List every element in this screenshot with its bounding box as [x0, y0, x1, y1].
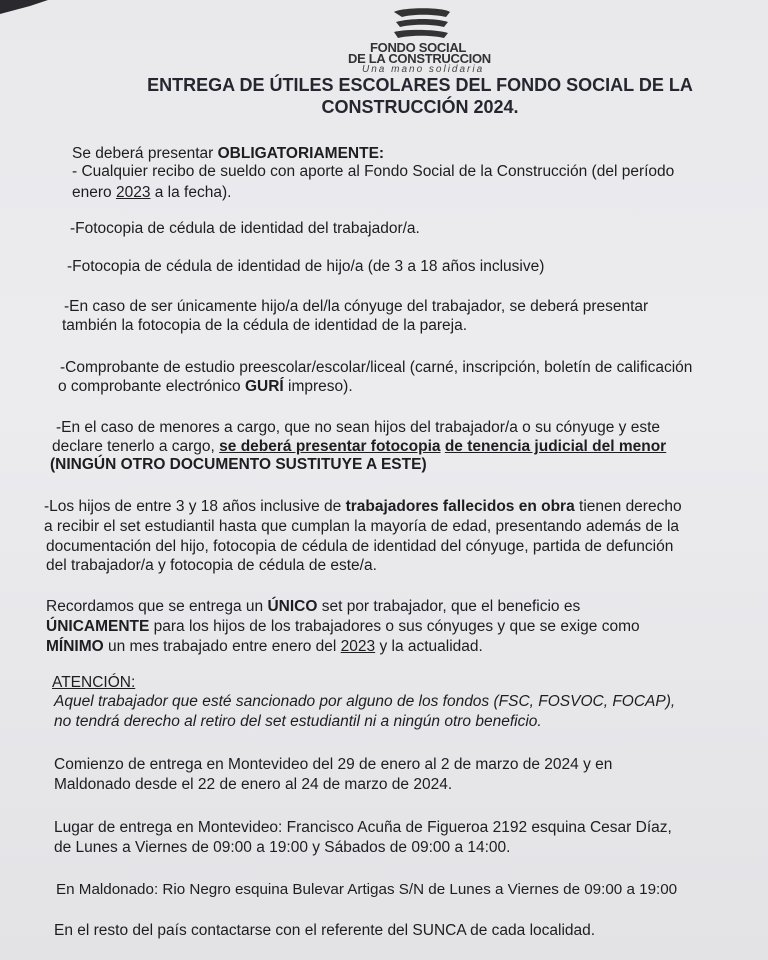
req5-line-2-post: impreso).: [283, 378, 353, 395]
req7-line-1-bold: trabajadores fallecidos en obra: [345, 498, 575, 515]
place-line-2: de Lunes a Viernes de 09:00 a 19:00 y Sábados de 09:00 a 14:00.: [54, 839, 511, 856]
intro-line: [72, 144, 384, 163]
logo-tagline: Una mano solidaria: [362, 64, 485, 75]
req6-line-1: -En el caso de menores a cargo, que no sean hijos del trabajador/a o su cónyuge y este: [56, 419, 661, 436]
req5-line-2-bold: GURÍ: [244, 378, 284, 395]
req5-line-2: [58, 377, 353, 396]
req7-line-1-pre: -Los hijos de entre 3 y 18 años inclusive de: [44, 498, 346, 515]
req7-line-1-post: tienen derecho: [574, 498, 682, 515]
attention-line-2: no tendrá derecho al retiro del set estudiantil ni a ningún otro beneficio.: [54, 713, 542, 730]
remind-line-1-bold: ÚNICO: [267, 598, 318, 615]
intro-bold: OBLIGATORIAMENTE:: [217, 145, 385, 162]
logo-line-1: FONDO SOCIAL: [370, 40, 467, 55]
place-line-1: Lugar de entrega en Montevideo: Francisco Acuña de Figueroa 2192 esquina Cesar Díaz,: [54, 819, 672, 836]
remind-line-3: [46, 637, 483, 656]
remind-line-1-post: set por trabajador, que el beneficio es: [317, 598, 581, 615]
title-line-1: ENTREGA DE ÚTILES ESCOLARES DEL FONDO SOCIAL DE LA: [147, 75, 693, 95]
remind-line-3-bold: MÍNIMO: [46, 638, 104, 655]
req1-line-2-post: a la fecha).: [150, 184, 232, 201]
remind-line-3-mid: un mes trabajado entre enero del: [103, 638, 341, 655]
req6-line-2: [52, 437, 666, 456]
remind-line-1-pre: Recordamos que se entrega un: [46, 598, 268, 615]
req4-line-1: -En caso de ser únicamente hijo/a del/la cónyuge del trabajador, se deberá presentar: [64, 298, 649, 315]
intro-prefix: Se deberá presentar: [72, 145, 218, 162]
logo-line-2: DE LA CONSTRUCCION: [348, 51, 491, 66]
dates-line-1: Comienzo de entrega en Montevideo del 29 de enero al 2 de marzo de 2024 y en: [54, 756, 613, 773]
dark-corner-shape: [0, 0, 60, 14]
req5-line-2-pre: o comprobante electrónico: [58, 378, 245, 395]
req1-line-2: [72, 183, 231, 202]
maldonado-line: En Maldonado: Rio Negro esquina Bulevar Artigas S/N de Lunes a Viernes de 09:00 a 19:00: [56, 881, 678, 898]
req2: -Fotocopia de cédula de identidad del trabajador/a.: [70, 220, 420, 237]
dates-line-2: Maldonado desde el 22 de enero al 24 de marzo de 2024.: [54, 776, 453, 793]
req6-line-3: (NINGÚN OTRO DOCUMENTO SUSTITUYE A ESTE): [50, 456, 427, 473]
req7-line-3: documentación del hijo, fotocopia de cédula de identidad del cónyuge, partida de defunción: [46, 538, 674, 555]
attention-heading: ATENCIÓN:: [52, 674, 136, 691]
remind-line-2-bold: ÚNICAMENTE: [46, 618, 150, 635]
remind-year: 2023: [340, 638, 376, 655]
fsc-logo: [340, 6, 510, 74]
remind-line-2-post: para los hijos de los trabajadores o sus cónyuges y que se exige como: [149, 618, 640, 635]
req1-year: 2023: [115, 184, 151, 201]
title-line-2: CONSTRUCCIÓN 2024.: [321, 97, 519, 117]
req7-line-2: a recibir el set estudiantil hasta que cumplan la mayoría de edad, presentando además de la: [44, 518, 680, 535]
page-title: [100, 74, 740, 118]
req3: -Fotocopia de cédula de identidad de hijo/a (de 3 a 18 años inclusive): [67, 258, 545, 275]
logo-s-mark-icon: [388, 6, 456, 40]
req7-line-1: [44, 497, 682, 516]
req1-line-1: - Cualquier recibo de sueldo con aporte al Fondo Social de la Construcción (del período: [72, 163, 675, 180]
req4-line-2: también la fotocopia de la cédula de identidad de la pareja.: [62, 317, 468, 334]
remind-line-1: [46, 597, 580, 616]
req6-line-2-pre: declare tenerlo a cargo,: [52, 438, 220, 455]
req5-line-1: -Comprobante de estudio preescolar/escolar/liceal (carné, inscripción, boletín de calificación: [60, 359, 693, 376]
remind-line-2: [46, 617, 640, 636]
remind-line-3-post: y la actualidad.: [375, 638, 483, 655]
attention-line-1: Aquel trabajador que esté sancionado por alguno de los fondos (FSC, FOSVOC, FOCAP),: [54, 693, 676, 710]
req6-bold-underline-1: se deberá presentar fotocopia: [219, 438, 441, 455]
req6-bold-underline-2: de tenencia judicial del menor: [444, 438, 667, 455]
rest-line: En el resto del país contactarse con el referente del SUNCA de cada localidad.: [54, 922, 596, 939]
req1-line-2-pre: enero: [72, 184, 116, 201]
req7-line-4: del trabajador/a y fotocopia de cédula de este/a.: [46, 557, 377, 574]
